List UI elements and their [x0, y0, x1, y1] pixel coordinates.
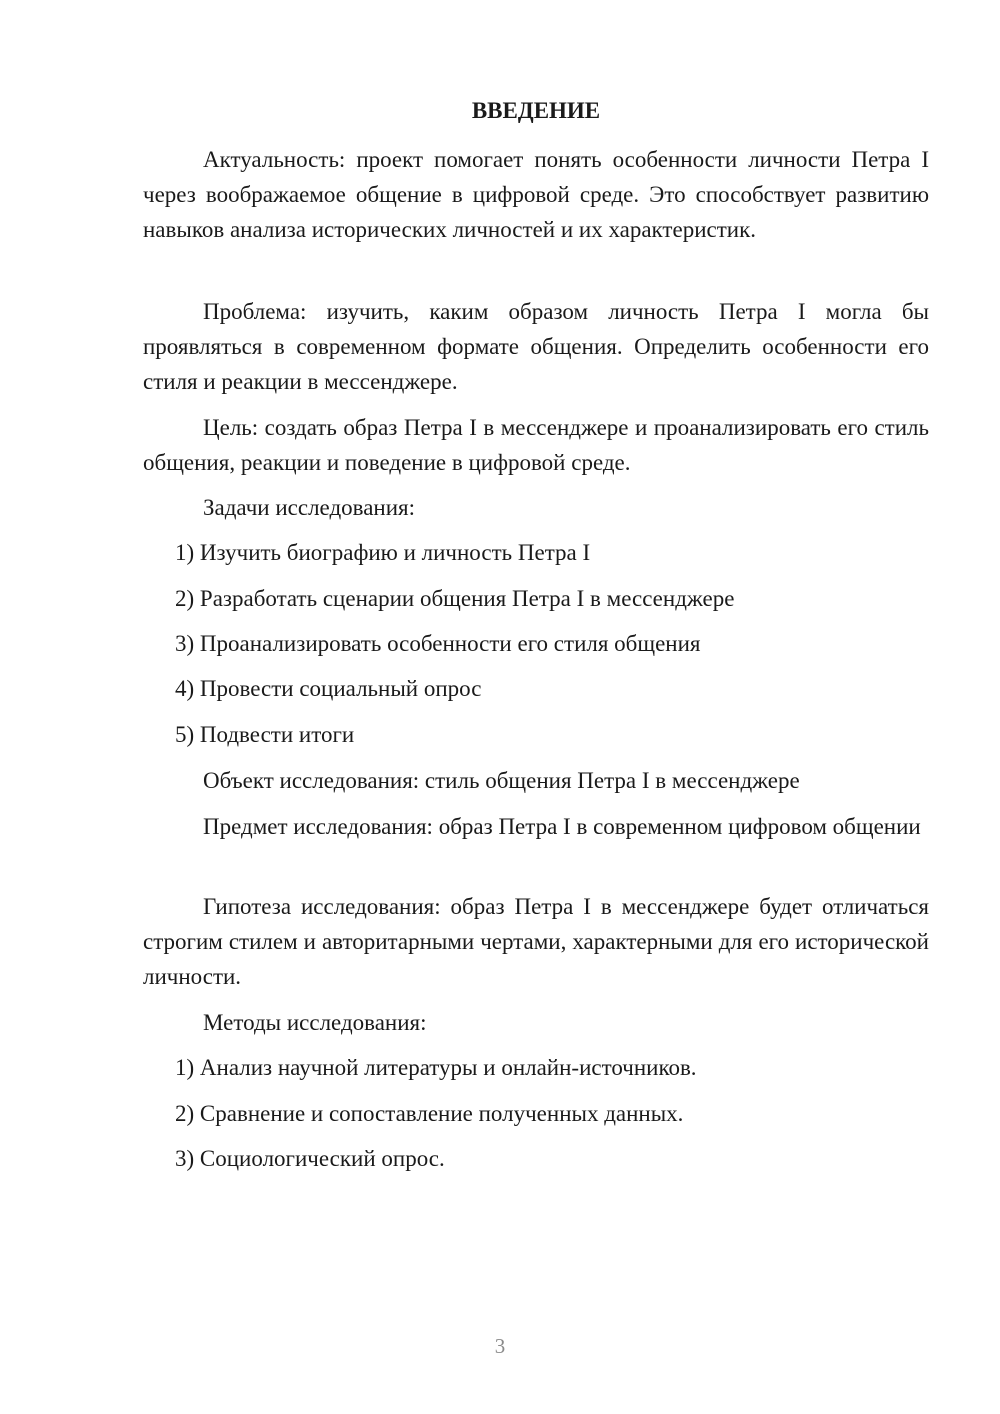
object-paragraph: Объект исследования: стиль общения Петра I в мессенджере	[203, 768, 800, 793]
task-item: 4) Провести социальный опрос	[175, 676, 482, 701]
page-number: 3	[494, 1334, 506, 1358]
task-item: 3) Проанализировать особенности его стиля общения	[175, 631, 701, 656]
method-item: 1) Анализ научной литературы и онлайн-источников.	[175, 1055, 697, 1080]
hypothesis-paragraph: Гипотеза исследования: образ Петра I в мессенджере будет отличаться строгим стилем и авторитарными чертами, характерными для его исторической личности.	[143, 894, 929, 989]
method-item: 3) Социологический опрос.	[175, 1146, 445, 1171]
subject-paragraph: Предмет исследования: образ Петра I в современном цифровом общении	[203, 814, 921, 839]
relevance-paragraph: Актуальность: проект помогает понять особенности личности Петра I через воображаемое общение в цифровой среде. Это способствует развитию навыков анализа исторических личностей и их характеристик.	[143, 147, 929, 242]
method-item: 2) Сравнение и сопоставление полученных данных.	[175, 1101, 684, 1126]
task-item: 1) Изучить биографию и личность Петра I	[175, 540, 591, 565]
task-item: 2) Разработать сценарии общения Петра I в мессенджере	[175, 586, 735, 611]
goal-paragraph: Цель: создать образ Петра I в мессенджере и проанализировать его стиль общения, реакции и поведение в цифровой среде.	[143, 415, 929, 475]
task-item: 5) Подвести итоги	[175, 722, 355, 747]
methods-heading: Методы исследования:	[203, 1010, 427, 1035]
page-title: ВВЕДЕНИЕ	[471, 98, 601, 123]
tasks-heading: Задачи исследования:	[203, 495, 416, 520]
problem-paragraph: Проблема: изучить, каким образом личность Петра I могла бы проявляться в современном формате общения. Определить особенности его стиля и реакции в мессенджере.	[143, 299, 929, 394]
